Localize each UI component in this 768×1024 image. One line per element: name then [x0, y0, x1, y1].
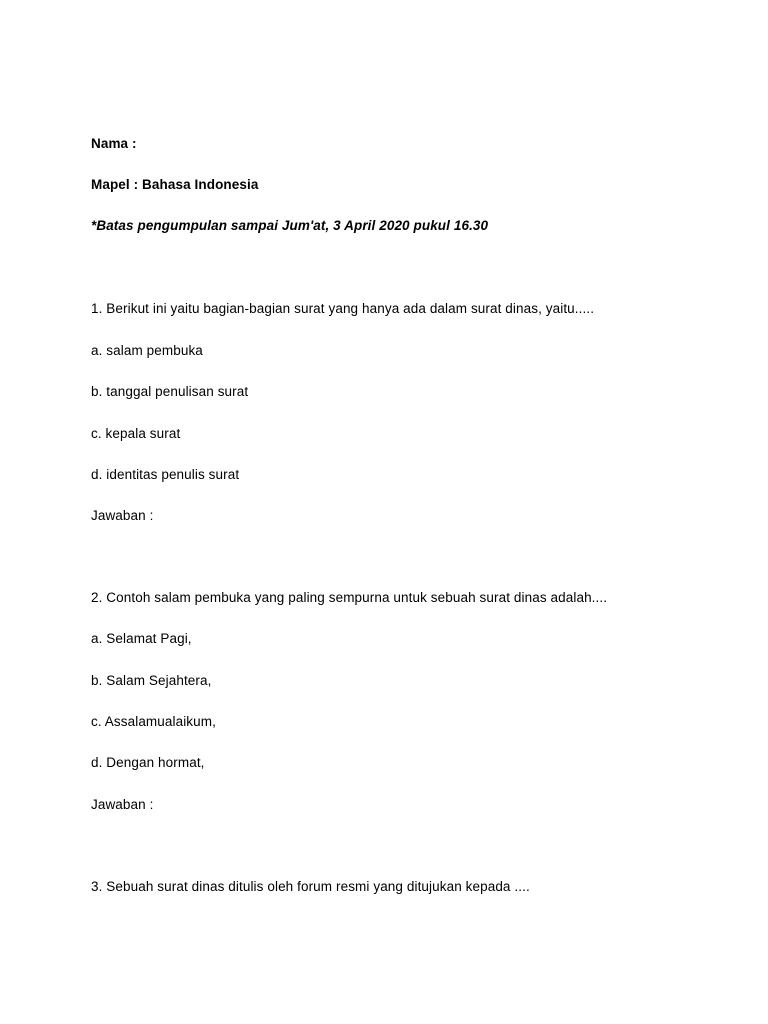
question-1-answer-label: Jawaban :	[91, 508, 154, 523]
question-3-text: 3. Sebuah surat dinas ditulis oleh forum resmi yang ditujukan kepada ....	[91, 879, 530, 894]
question-1-option-d: d. identitas penulis surat	[91, 467, 240, 482]
question-2-text: 2. Contoh salam pembuka yang paling sempurna untuk sebuah surat dinas adalah....	[91, 590, 608, 605]
question-1-text: 1. Berikut ini yaitu bagian-bagian surat yang hanya ada dalam surat dinas, yaitu.....	[91, 301, 595, 316]
question-1-option-b: b. tanggal penulisan surat	[91, 384, 249, 399]
deadline-note: *Batas pengumpulan sampai Jum'at, 3 April 2020 pukul 16.30	[91, 218, 489, 233]
question-2-option-a: a. Selamat Pagi,	[91, 631, 192, 646]
mapel-label: Mapel : Bahasa Indonesia	[91, 177, 259, 192]
question-2-option-d: d. Dengan hormat,	[91, 755, 205, 770]
question-2-option-b: b. Salam Sejahtera,	[91, 673, 212, 688]
question-1-option-a: a. salam pembuka	[91, 343, 203, 358]
question-2-answer-label: Jawaban :	[91, 797, 154, 812]
question-1-option-c: c. kepala surat	[91, 426, 181, 441]
question-2-option-c: c. Assalamualaikum,	[91, 714, 216, 729]
nama-label: Nama :	[91, 136, 137, 151]
